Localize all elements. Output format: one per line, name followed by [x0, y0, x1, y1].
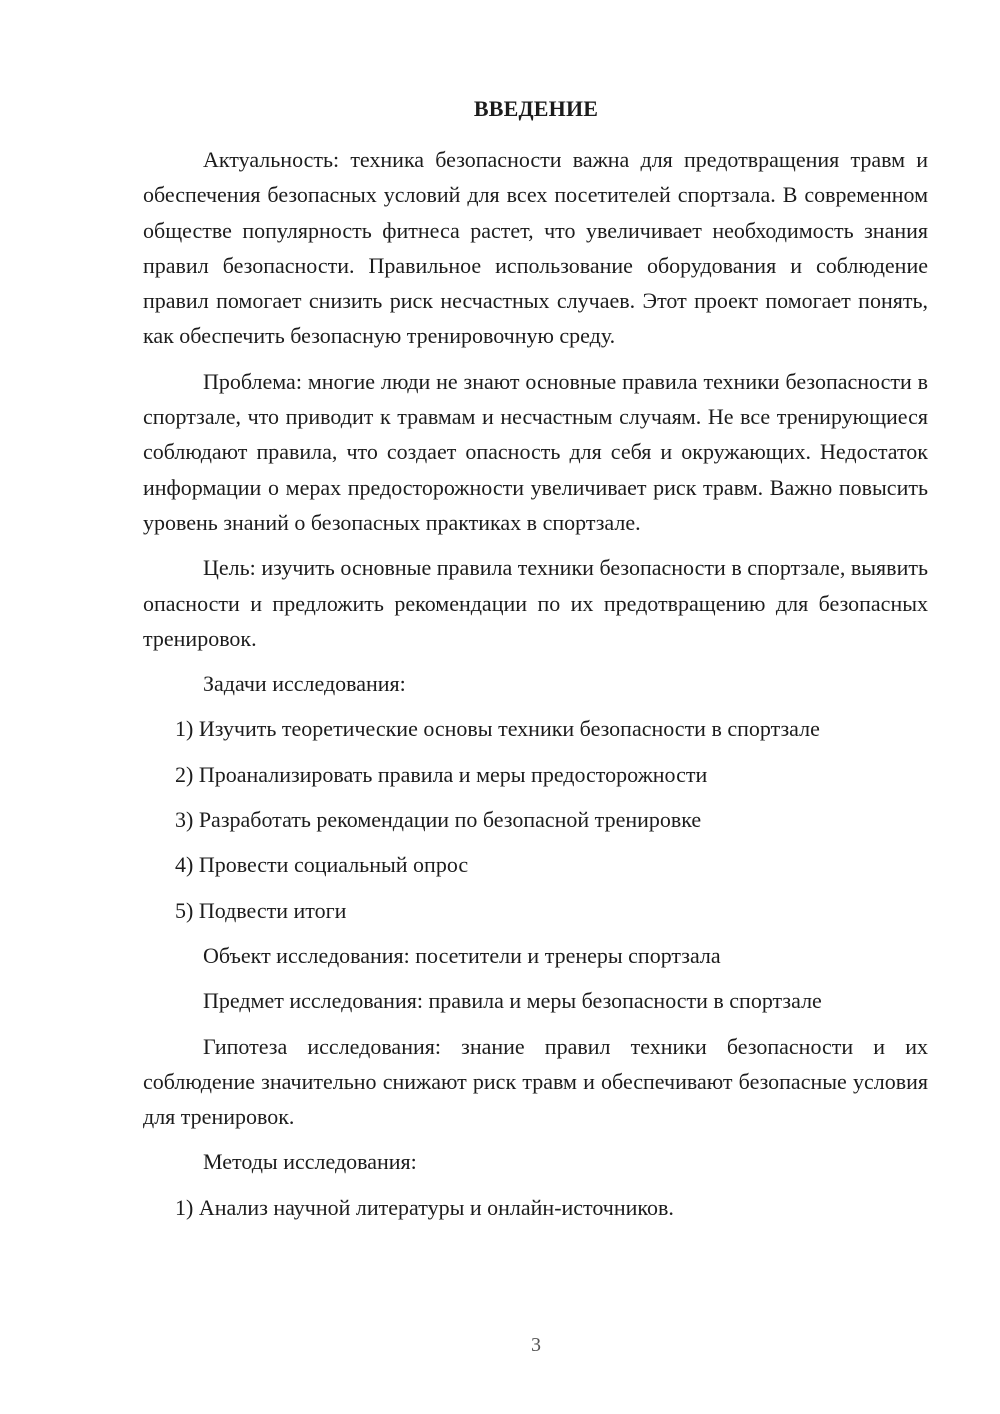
list-item: 2) Проанализировать правила и меры предосторожности	[175, 761, 708, 787]
tasks-heading: Задачи исследования:	[203, 671, 406, 697]
problem-paragraph: Проблема: многие люди не знают основные правила техники безопасности в спортзале, что приводит к травмам и несчастным случаям. Не все тренирующиеся соблюдают правила, что создает опасность для себя и окружающих. Недостаток информации о мерах предосторожности увеличивает риск травм. Важно повысить уровень знаний о безопасных практиках в спортзале.	[143, 368, 928, 535]
page-title: ВВЕДЕНИЕ	[473, 96, 599, 121]
list-item: 3) Разработать рекомендации по безопасной тренировке	[175, 807, 702, 833]
list-item: 5) Подвести итоги	[175, 897, 347, 923]
document-body	[143, 142, 928, 1235]
subject-paragraph: Предмет исследования: правила и меры безопасности в спортзале	[203, 988, 822, 1014]
list-item: 1) Анализ научной литературы и онлайн-источников.	[175, 1194, 674, 1220]
object-paragraph: Объект исследования: посетители и тренеры спортзала	[203, 942, 721, 968]
page-number: 3	[531, 1334, 541, 1356]
list-item: 4) Провести социальный опрос	[175, 852, 469, 878]
methods-heading: Методы исследования:	[203, 1149, 417, 1175]
tasks-list	[143, 711, 928, 927]
list-item: 1) Изучить теоретические основы техники безопасности в спортзале	[175, 716, 820, 742]
relevance-paragraph: Актуальность: техника безопасности важна для предотвращения травм и обеспечения безопасных условий для всех посетителей спортзала. В современном обществе популярность фитнеса растет, что увеличивает необходимость знания правил безопасности. Правильное использование оборудования и соблюдение правил помогает снизить риск несчастных случаев. Этот проект помогает понять, как обеспечить безопасную тренировочную среду.	[143, 147, 928, 349]
goal-paragraph: Цель: изучить основные правила техники безопасности в спортзале, выявить опасности и предложить рекомендации по их предотвращению для безопасных тренировок.	[143, 555, 928, 651]
hypothesis-paragraph: Гипотеза исследования: знание правил техники безопасности и их соблюдение значительно снижают риск травм и обеспечивают безопасные условия для тренировок.	[143, 1033, 928, 1130]
methods-list	[143, 1190, 928, 1225]
